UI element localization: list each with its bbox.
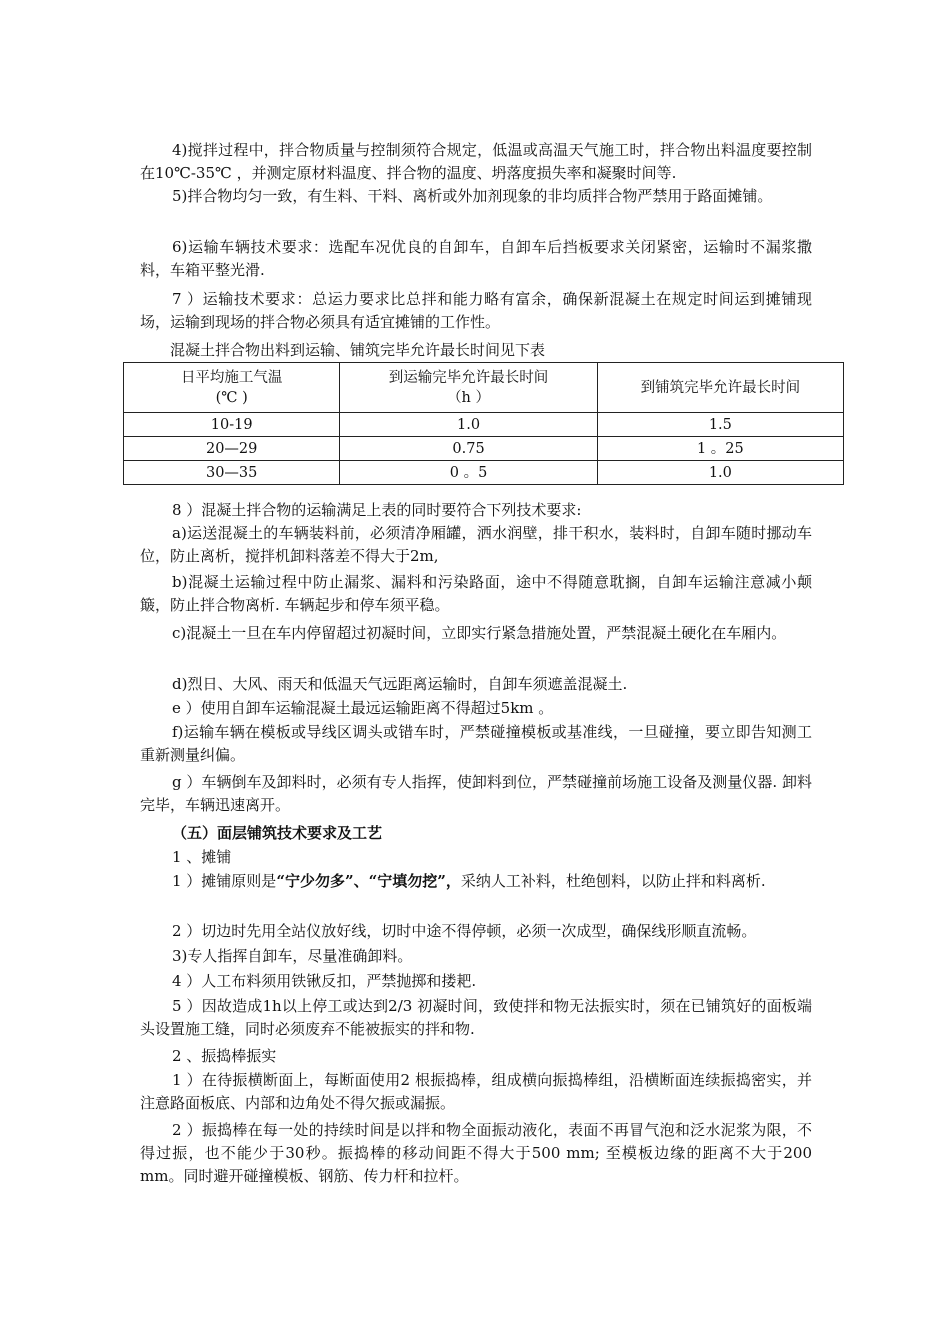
paragraph-a: a)运送混凝土的车辆装料前，必须清净厢罐，洒水润壁，排干积水，装料时，自卸车随时挪动车位，防止离析，搅拌机卸料落差不得大于2m, <box>140 524 812 565</box>
paragraph-7: 7 ）运输技术要求：总运力要求比总拌和能力略有富余，确保新混凝土在规定时间运到摊铺现场，运输到现场的拌合物必须具有适宜摊铺的工作性。 <box>140 290 812 331</box>
paragraph-b: b)混凝土运输过程中防止漏浆、漏料和污染路面，途中不得随意耽搁，自卸车运输注意减小颠簸，防止拌合物离析. 车辆起步和停车须平稳。 <box>140 573 812 614</box>
paragraph-c: c)混凝土一旦在车内停留超过初凝时间，立即实行紧急措施处置，严禁混凝土硬化在车厢内。 <box>172 624 787 642</box>
paving-item-1-intro: 1 ）摊铺原则是 <box>172 872 277 890</box>
paragraph-e: e ）使用自卸车运输混凝土最远运输距离不得超过5km 。 <box>172 699 554 717</box>
paving-item-5: 5 ）因故造成1h以上停工或达到2/3 初凝时间，致使拌和物无法振实时，须在已铺筑好的面板端头设置施工缝，同时必须废弃不能被振实的拌和物. <box>140 997 812 1038</box>
paving-item-1-rest: 采纳人工补料，杜绝刨料，以防止拌和料离析. <box>460 872 766 890</box>
header-paving-time: 到铺筑完毕允许最长时间 <box>597 363 843 413</box>
header-transport-unit: （h ） <box>447 389 491 406</box>
paving-item-4: 4 ）人工布料须用铁锹反扣，严禁抛掷和搂耙. <box>172 972 477 990</box>
section-title: （五）面层铺筑技术要求及工艺 <box>172 824 383 842</box>
header-temperature <box>124 363 340 413</box>
table-caption: 混凝土拌合物出料到运输、铺筑完毕允许最长时间见下表 <box>170 341 546 359</box>
subsection-vibration: 2 、振捣棒振实 <box>172 1047 277 1065</box>
table-cell: 10-19 <box>124 413 340 437</box>
paragraph-f: f)运输车辆在模板或导线区调头或错车时，严禁碰撞模板或基准线，一旦碰撞，要立即告知测工重新测量纠偏。 <box>140 723 812 764</box>
paragraph-d: d)烈日、大风、雨天和低温天气远距离运输时，自卸车须遮盖混凝土. <box>172 675 628 693</box>
time-limit-table <box>123 362 844 485</box>
table-cell: 30—35 <box>124 461 340 485</box>
table-row <box>124 461 844 485</box>
paving-item-1 <box>140 870 812 893</box>
table-cell: 1.5 <box>597 413 843 437</box>
header-transport-time <box>340 363 597 413</box>
header-transport-label: 到运输完毕允许最长时间 <box>388 369 549 386</box>
paragraph-5: 5)拌合物均匀一致，有生料、干料、离析或外加剂现象的非均质拌合物严禁用于路面摊铺。 <box>172 187 773 205</box>
header-temperature-label: 日平均施工气温 <box>180 369 283 386</box>
vibration-item-1: 1 ）在待振横断面上，每断面使用2 根振捣棒，组成横向振捣棒组，沿横断面连续振捣密实，并注意路面板底、内部和边角处不得欠振或漏振。 <box>140 1071 812 1112</box>
paving-item-3: 3)专人指挥自卸车，尽量准确卸料。 <box>172 947 413 965</box>
vibration-item-2: 2 ）振捣棒在每一处的持续时间是以拌和物全面振动液化，表面不再冒气泡和泛水泥浆为限，不得过振，也不能少于30秒。振捣棒的移动间距不得大于500 mm; 至模板边缘的距离不大于200 mm。同时避开碰撞模板、钢筋、传力杆和拉杆。 <box>140 1121 812 1185</box>
table-cell: 0.75 <box>340 437 597 461</box>
subsection-paving: 1 、摊铺 <box>172 848 232 866</box>
paragraph-8: 8 ）混凝土拌合物的运输满足上表的同时要符合下列技术要求: <box>172 501 582 519</box>
table-cell: 1 。25 <box>597 437 843 461</box>
table-row <box>124 437 844 461</box>
paragraph-4: 4)搅拌过程中，拌合物质量与控制须符合规定，低温或高温天气施工时，拌合物出料温度要控制在10℃-35℃ ，并测定原材料温度、拌合物的温度、坍落度损失率和凝聚时间等. <box>140 141 812 182</box>
paving-principle: “宁少勿多”、“宁填勿挖”， <box>276 872 461 890</box>
header-temperature-unit: (℃ ) <box>215 389 248 406</box>
paragraph-g: g ）车辆倒车及卸料时，必须有专人指挥，使卸料到位，严禁碰撞前场施工设备及测量仪器. 卸料完毕，车辆迅速离开。 <box>140 773 812 814</box>
table-row <box>124 413 844 437</box>
paving-item-2: 2 ）切边时先用全站仪放好线，切时中途不得停顿，必须一次成型，确保线形顺直流畅。 <box>172 922 757 940</box>
table-cell: 0 。5 <box>340 461 597 485</box>
table-header-row <box>124 363 844 413</box>
table-cell: 20—29 <box>124 437 340 461</box>
table-cell: 1.0 <box>340 413 597 437</box>
table-cell: 1.0 <box>597 461 843 485</box>
paragraph-6: 6)运输车辆技术要求：选配车况优良的自卸车，自卸车后挡板要求关闭紧密，运输时不漏浆撒料，车箱平整光滑. <box>140 238 812 279</box>
